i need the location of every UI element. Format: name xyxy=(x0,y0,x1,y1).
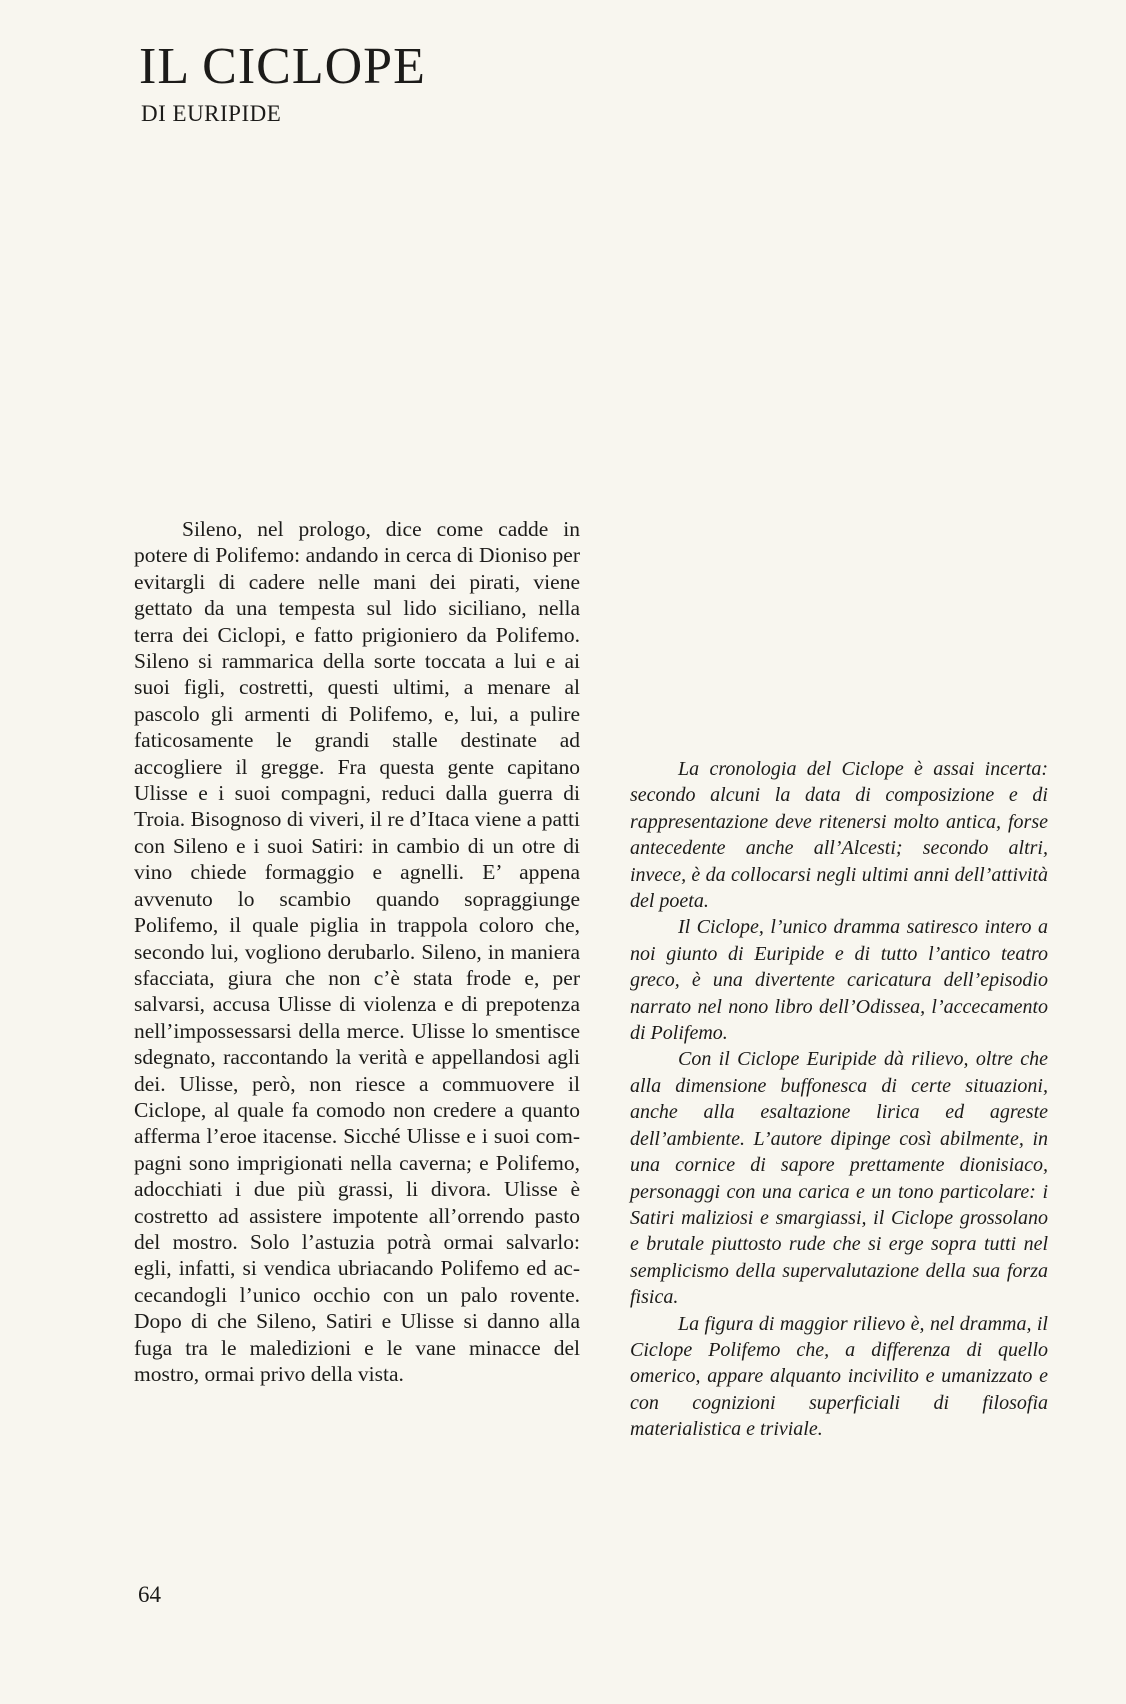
commentary-paragraph-satyr-play: Il Ciclope, l’unico dramma satiresco intero a noi giunto di Euripide e di tutto l’antico teatro greco, è una divertente caricatura dell’episodio narrato nel nono libro dell’Odissea, l’accecamento di Polifemo. xyxy=(630,916,1048,1045)
plot-summary-column xyxy=(134,516,580,1387)
commentary-paragraph-polyphemus: La figura di maggior rilievo è, nel dramma, il Ciclope Polifemo che, a differenza di quello omerico, appare alquanto incivilito e umanizzato e con cognizioni superficiali di filosofia materialistica e triviale. xyxy=(630,1312,1048,1441)
commentary-column xyxy=(630,756,1048,1443)
commentary-paragraph-chronology: La cronologia del Ciclope è assai incerta: secondo alcuni la data di composizione e di rappresentazione deve ritenersi molto antica, forse antecedente anche all’Alcesti; secondo altri, invece, è da collocarsi negli ultimi anni dell’attività del poeta. xyxy=(630,758,1048,913)
plot-summary-paragraph: Sileno, nel prologo, dice come cadde in potere di Polifemo: andando in cerca di Dioniso per evitargli di cadere nelle mani dei pirati, viene gettato da una tempesta sul lido siciliano, nella terra dei Ciclopi, e fatto prigioniero da Polifemo. Sileno si rammarica della sorte toccata a lui e ai suoi figli, costretti, questi ultimi, a menare al pascolo gli armenti di Polifemo, e, lui, a pulire faticosamente le grandi stalle destinate ad accogliere il gregge. Fra questa gente capitano Ulisse e i suoi compagni, reduci dalla guerra di Troia. Bisognoso di viveri, il re d’Itaca viene a patti con Sileno e i suoi Satiri: in cambio di un otre di vino chiede formaggio e agnelli. E’ appena avvenuto lo scambio quando sopraggiunge Polifemo, il quale piglia in trappola coloro che, secondo lui, vogliono derubarlo. Sileno, in maniera sfacciata, giura che non c’è stata frode e, per salvarsi, accusa Ulisse di violenza e di prepotenza nell’impossessarsi della merce. Ulisse lo smentisce sdegnato, raccontando la verità e appellandosi agli dei. Ulisse, però, non riesce a commuovere il Ciclope, al quale fa comodo non credere a quanto afferma l’eroe itacense. Sicché Ulisse e i suoi compagni sono imprigionati nella caverna; e Polifemo, adocchiati i due più grassi, li divora. Ulisse è costretto ad assistere impotente all’orrendo pasto del mostro. Solo l’astuzia potrà ormai salvarlo: egli, infatti, si vendica ubriacando Polifemo ed accecandogli l’unico occhio con un palo rovente. Dopo di che Sileno, Satiri e Ulisse si danno alla fuga tra le maledizioni e le vane minacce del mostro, ormai privo della vista. xyxy=(134,517,580,1386)
commentary-paragraph-style: Con il Ciclope Euripide dà rilievo, oltre che alla dimensione buffonesca di certe situazioni, anche alla esaltazione lirica ed agreste dell’ambiente. L’autore dipinge così abilmente, in una cornice di sapore prettamente dionisiaco, personaggi con una carica e un tono particolare: i Satiri maliziosi e smargiassi, il Ciclope grossolano e brutale piuttosto rude che si erge sopra tutti nel semplicismo della supervalutazione della sua forza fisica. xyxy=(630,1048,1048,1309)
page-number: 64 xyxy=(138,1582,161,1607)
page-title: IL CICLOPE xyxy=(139,38,426,95)
page-subtitle: DI EURIPIDE xyxy=(141,101,282,126)
